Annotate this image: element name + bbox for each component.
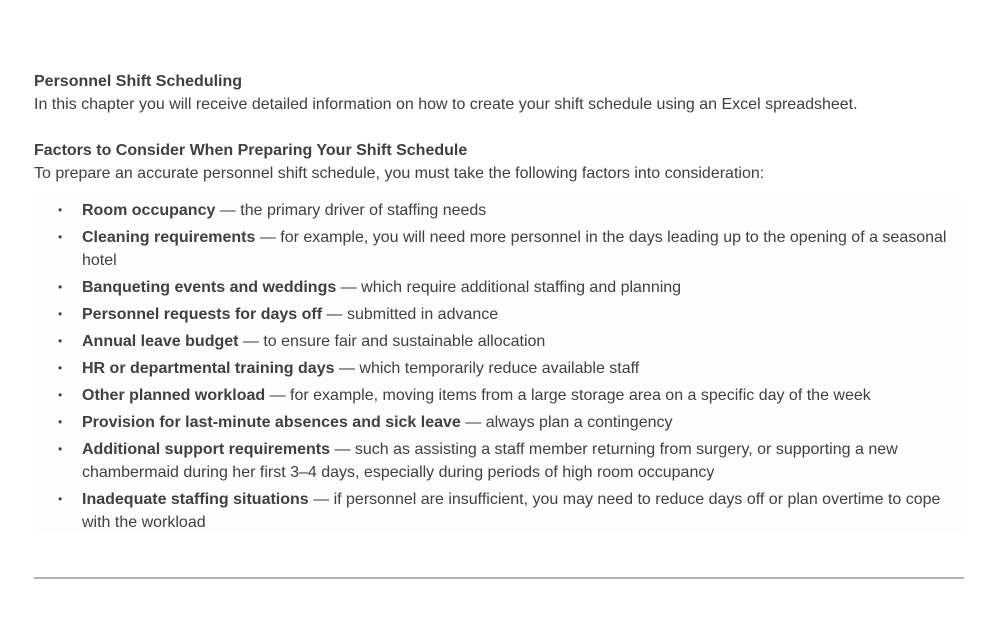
section-shift-scheduling (34, 70, 964, 116)
bottom-divider (34, 577, 964, 579)
list-item (34, 199, 964, 222)
bullet-icon: • (58, 203, 63, 217)
factor-term: Cleaning requirements (82, 229, 256, 246)
bullet-icon: • (58, 492, 63, 506)
list-item (34, 488, 964, 534)
bullet-icon: • (58, 442, 63, 456)
bullet-icon: • (58, 307, 63, 321)
bullet-icon: • (58, 415, 63, 429)
factor-description: — which temporarily reduce available staff (334, 360, 640, 377)
list-item (34, 438, 964, 484)
list-item (34, 303, 964, 326)
factor-term: Other planned workload (82, 387, 266, 404)
document-page (34, 70, 964, 557)
bullet-icon: • (58, 388, 63, 402)
section-heading: Personnel Shift Scheduling (34, 73, 243, 90)
list-item (34, 226, 964, 272)
factor-term: Provision for last-minute absences and sick leave (82, 414, 461, 431)
factor-term: Room occupancy (82, 202, 216, 219)
factor-term: Annual leave budget (82, 333, 239, 350)
list-item (34, 384, 964, 407)
section-intro-text: In this chapter you will receive detailed information on how to create your shift schedule using an Excel spreadsheet. (34, 96, 858, 113)
factor-description: — submitted in advance (322, 306, 499, 323)
bullet-icon: • (58, 334, 63, 348)
factors-list (34, 199, 964, 534)
list-item (34, 276, 964, 299)
list-item (34, 357, 964, 380)
factor-description: — for example, moving items from a large storage area on a specific day of the week (265, 387, 871, 404)
factor-description: — always plan a contingency (460, 414, 673, 431)
factor-term: Personnel requests for days off (82, 306, 323, 323)
list-item (34, 411, 964, 434)
bullet-icon: • (58, 230, 63, 244)
factor-description: — if personnel are insufficient, you may need to reduce days off or plan overtime to cope with the workload (82, 491, 941, 531)
list-item (34, 330, 964, 353)
factor-description: — to ensure fair and sustainable allocation (238, 333, 546, 350)
section-heading: Factors to Consider When Preparing Your Shift Schedule (34, 142, 468, 159)
bullet-icon: • (58, 280, 63, 294)
section-intro-text: To prepare an accurate personnel shift schedule, you must take the following factors into consideration: (34, 165, 765, 182)
factor-term: Inadequate staffing situations (82, 491, 309, 508)
section-factors (34, 139, 964, 534)
factor-description: — which require additional staffing and planning (336, 279, 682, 296)
factor-description: — the primary driver of staffing needs (215, 202, 487, 219)
factor-description: — for example, you will need more personnel in the days leading up to the opening of a seasonal hotel (82, 229, 947, 269)
factor-description: — such as assisting a staff member returning from surgery, or supporting a new chambermaid during her first 3–4 days, especially during periods of high room occupancy (82, 441, 898, 481)
factor-term: Banqueting events and weddings (82, 279, 337, 296)
bullet-icon: • (58, 361, 63, 375)
factor-term: Additional support requirements (82, 441, 331, 458)
factor-term: HR or departmental training days (82, 360, 335, 377)
